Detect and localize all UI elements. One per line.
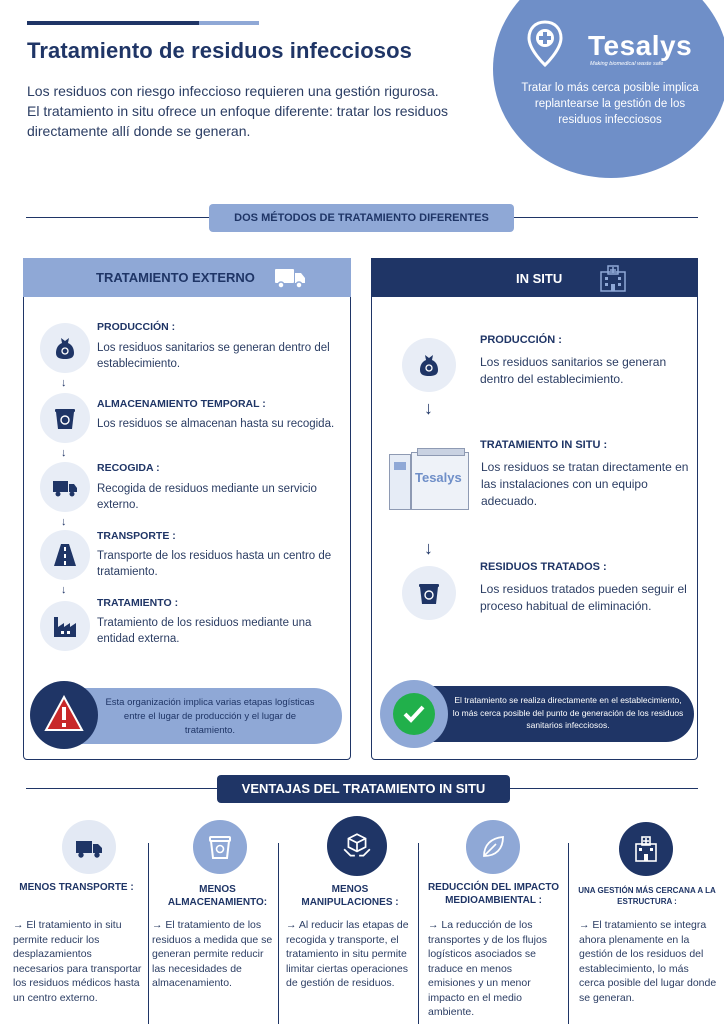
insitu-step-text: Los residuos sanitarios se generan dentro del establecimiento. bbox=[480, 355, 667, 386]
divider-left bbox=[26, 788, 217, 789]
location-medical-icon bbox=[526, 20, 564, 68]
insitu-heading: IN SITU bbox=[516, 271, 563, 286]
insitu-step-text: Los residuos se tratan directamente en las instalaciones con un equipo adecuado. bbox=[481, 460, 689, 508]
external-step-text: Tratamiento de los residuos mediante una entidad externa. bbox=[97, 617, 312, 645]
arrow-down-icon: ↓ bbox=[61, 447, 67, 459]
divider-right bbox=[514, 217, 698, 218]
bin-icon bbox=[402, 566, 456, 620]
divider-right bbox=[510, 788, 698, 789]
arrow-down-icon: ↓ bbox=[424, 398, 433, 418]
section-methods-label: DOS MÉTODOS DE TRATAMIENTO DIFERENTES bbox=[209, 204, 514, 232]
biohazard-bag-icon bbox=[40, 323, 90, 373]
warning-icon bbox=[44, 695, 84, 733]
biohazard-bag-icon bbox=[402, 338, 456, 392]
external-step-title: TRANSPORTE : bbox=[97, 530, 176, 542]
insitu-step-title: TRATAMIENTO IN SITU : bbox=[480, 439, 608, 451]
top-accent-bar-light bbox=[199, 21, 259, 25]
road-icon bbox=[40, 530, 90, 580]
external-step-text: Recogida de residuos mediante un servicio externo. bbox=[97, 483, 317, 511]
intro-line-2: El tratamiento in situ ofrece un enfoque diferente: tratar los residuos directamente allí donde se generan. bbox=[27, 103, 449, 139]
advantage-text: → El tratamiento de los residuos a medida que se generan permite reducir las necesidades de almacenamiento. bbox=[152, 919, 273, 989]
advantage-text: → Al reducir las etapas de recogida y transporte, el tratamiento in situ permite limitar ciertas operaciones de gestión de residuos. bbox=[286, 919, 409, 989]
top-accent-bar bbox=[27, 21, 199, 25]
external-step-text: Los residuos se almacenan hasta su recogida. bbox=[97, 418, 335, 430]
advantage-title: MENOS ALMACENAMIENTO: bbox=[167, 884, 268, 908]
arrow-down-icon: ↓ bbox=[61, 377, 67, 389]
warning-badge bbox=[30, 681, 98, 749]
arrow-down-icon: ↓ bbox=[61, 516, 67, 528]
section-advantages-label: VENTAJAS DEL TRATAMIENTO IN SITU bbox=[217, 775, 510, 803]
hospital-icon bbox=[619, 822, 673, 876]
hospital-icon bbox=[598, 264, 628, 292]
hands-box-icon bbox=[327, 816, 387, 876]
check-icon bbox=[393, 693, 435, 735]
external-step-text: Transporte de los residuos hasta un centro de tratamiento. bbox=[97, 550, 332, 578]
brand-claim: Tratar lo más cerca posible implica replantearse la gestión de los residuos infecciosos bbox=[521, 82, 699, 126]
intro-line-1: Los residuos con riesgo infeccioso requieren una gestión rigurosa. bbox=[27, 83, 439, 99]
advantage-text: → La reducción de los transportes y de los flujos logísticos asociados se traduce en menos emisiones y un menor impacto en el medio ambiente. bbox=[428, 919, 548, 1018]
insitu-step-text: Los residuos tratados pueden seguir el proceso habitual de eliminación. bbox=[480, 582, 687, 613]
advantage-title: UNA GESTIÓN MÁS CERCANA A LA ESTRUCTURA : bbox=[578, 886, 716, 906]
brand-tagline: Making biomedical waste safe bbox=[590, 61, 664, 67]
page-title: Tratamiento de residuos infecciosos bbox=[27, 38, 412, 63]
machine-icon bbox=[389, 448, 473, 512]
factory-icon bbox=[40, 601, 90, 651]
leaf-icon bbox=[466, 820, 520, 874]
insitu-note-text: El tratamiento se realiza directamente en el establecimiento, lo más cerca posible del punto de generación de los residuos sanitarios infecciosos. bbox=[452, 695, 684, 730]
bin-icon bbox=[40, 393, 90, 443]
external-step-title: RECOGIDA : bbox=[97, 462, 160, 474]
external-step-title: ALMACENAMIENTO TEMPORAL : bbox=[97, 398, 266, 410]
column-divider bbox=[278, 843, 279, 1024]
advantage-text: → El tratamiento se integra ahora plenamente en la gestión de los residuos del establecimiento, lo más cerca posible del lugar donde se generan. bbox=[579, 919, 717, 1004]
external-panel-header bbox=[23, 258, 351, 297]
intro-text bbox=[27, 81, 467, 141]
external-note-text: Esta organización implica varias etapas logísticas entre el lugar de producción y el lugar de tratamiento. bbox=[105, 697, 315, 736]
divider-left bbox=[26, 217, 209, 218]
advantage-title: MENOS TRANSPORTE : bbox=[19, 882, 134, 893]
external-heading: TRATAMIENTO EXTERNO bbox=[96, 270, 255, 285]
insitu-panel-header bbox=[371, 258, 698, 297]
column-divider bbox=[148, 843, 149, 1024]
brand-logo: Tesalys bbox=[588, 30, 693, 61]
bin-icon bbox=[193, 820, 247, 874]
arrow-down-icon: ↓ bbox=[61, 584, 67, 596]
advantage-text: → El tratamiento in situ permite reducir los desplazamientos necesarios para transportar los residuos médicos hasta un centro externo. bbox=[13, 919, 142, 1004]
advantage-title: REDUCCIÓN DEL IMPACTO MEDIOAMBIENTAL : bbox=[427, 882, 560, 906]
external-step-title: TRATAMIENTO : bbox=[97, 597, 179, 609]
insitu-step-title: RESIDUOS TRATADOS : bbox=[480, 561, 607, 573]
column-divider bbox=[568, 843, 569, 1024]
truck-icon bbox=[62, 820, 116, 874]
insitu-step-title: PRODUCCIÓN : bbox=[480, 334, 562, 346]
arrow-down-icon: ↓ bbox=[424, 538, 433, 558]
truck-icon bbox=[40, 462, 90, 512]
machine-logo: Tesalys bbox=[415, 470, 462, 485]
truck-icon bbox=[274, 266, 306, 290]
column-divider bbox=[418, 843, 419, 1024]
advantage-title: MENOS MANIPULACIONES : bbox=[301, 884, 399, 908]
external-step-title: PRODUCCIÓN : bbox=[97, 321, 176, 333]
check-badge bbox=[380, 680, 448, 748]
external-step-text: Los residuos sanitarios se generan dentro del establecimiento. bbox=[97, 342, 330, 370]
